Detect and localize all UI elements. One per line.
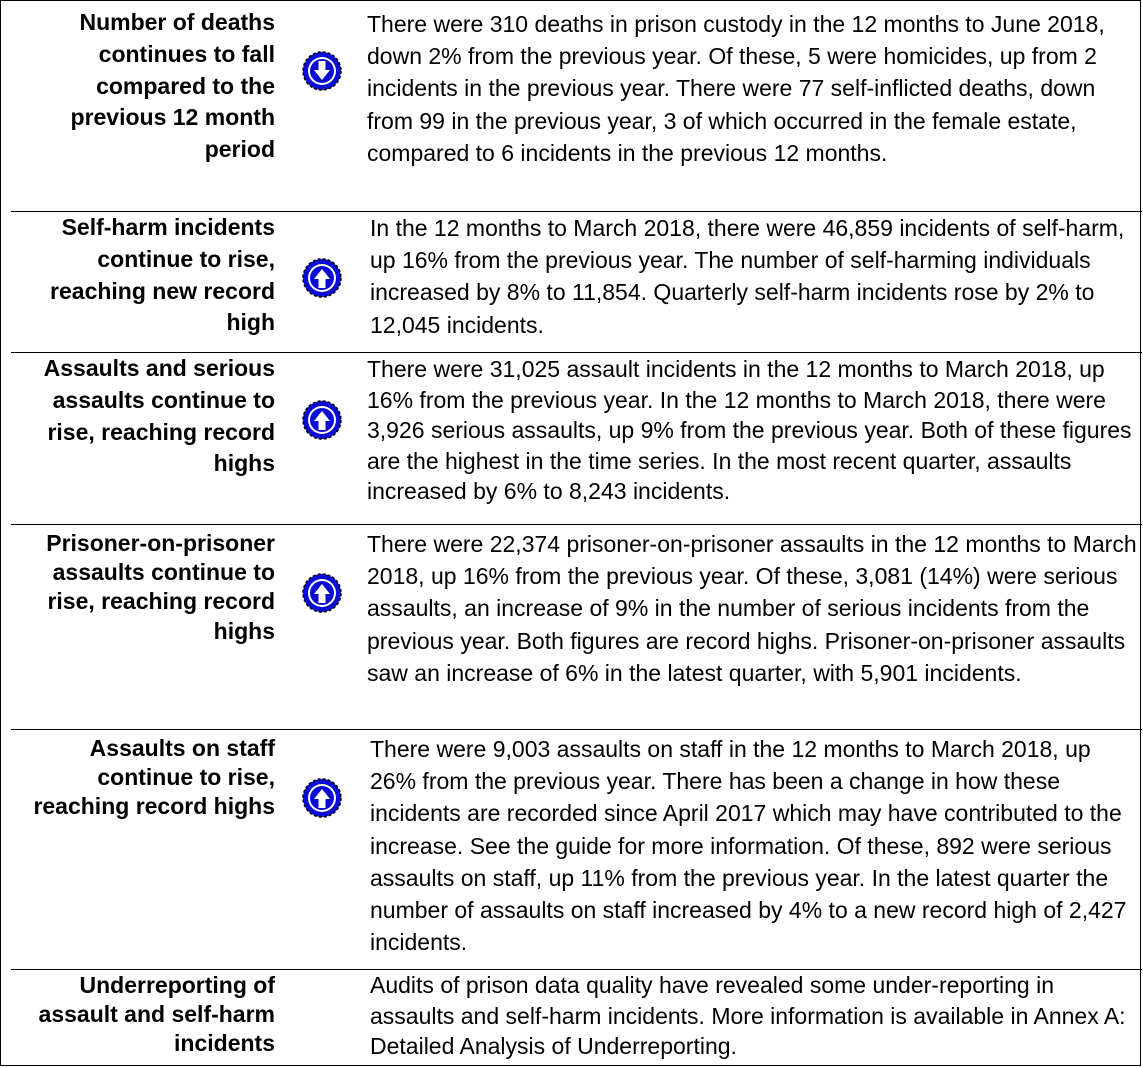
row-heading-deaths: Number of deaths continues to fall compared to the previous 12 month period xyxy=(70,9,275,163)
up-arrow-icon xyxy=(301,777,343,819)
row-heading-prisoner-on-prisoner: Prisoner-on-prisoner assaults continue to rise, reaching record highs xyxy=(46,530,275,644)
row-text-assaults: There were 31,025 assault incidents in the 12 months to March 2018, up 16% from the previous year. In the 12 months to March 2018, there were 3,926 serious assaults, up 9% from the previous year. Both of these figures are the highest in the time series. In the most recent quarter, assaults increased by 6% to 8,243 incidents. xyxy=(367,356,1132,505)
row-heading-staff-assaults: Assaults on staff continue to rise, reaching record highs xyxy=(33,735,275,820)
row-text-staff-assaults: There were 9,003 assaults on staff in the 12 months to March 2018, up 26% from the previous year. There has been a change in how these incidents are recorded since April 2017 which may have contributed to the increase. See the guide for more information. Of these, 892 were serious assaults on staff, up 11% from the previous year. In the latest quarter the number of assaults on staff increased by 4% to a new record high of 2,427 incidents. xyxy=(370,736,1127,956)
row-divider xyxy=(11,524,1142,525)
down-arrow-icon xyxy=(301,50,343,92)
row-heading-underreporting: Underreporting of assault and self-harm incidents xyxy=(38,972,275,1057)
row-text-deaths: There were 310 deaths in prison custody in the 12 months to June 2018, down 2% from the previous year. Of these, 5 were homicides, up from 2 incidents in the previous year. There were 77 self-inflicted deaths, down from 99 in the previous year, 3 of which occurred in the female estate, compared to 6 incidents in the previous 12 months. xyxy=(367,11,1105,166)
up-arrow-icon xyxy=(301,257,343,299)
row-heading-assaults: Assaults and serious assaults continue to rise, reaching record highs xyxy=(43,355,275,477)
row-heading-self-harm: Self-harm incidents continue to rise, reaching new record high xyxy=(50,214,275,336)
up-arrow-icon xyxy=(301,572,343,614)
row-text-underreporting: Audits of prison data quality have revealed some under-reporting in assaults and self-harm incidents. More information is available in Annex A: Detailed Analysis of Underreporting. xyxy=(370,972,1126,1060)
up-arrow-icon xyxy=(301,399,343,441)
row-divider xyxy=(11,729,1142,730)
row-text-prisoner-on-prisoner: There were 22,374 prisoner-on-prisoner assaults in the 12 months to March 2018, up 16% from the previous year. Of these, 3,081 (14%) were serious assaults, an increase of 9% in the number of serious incidents from the previous year. Both figures are record highs. Prisoner-on-prisoner assaults saw an increase of 6% in the latest quarter, with 5,901 incidents. xyxy=(367,531,1137,686)
row-text-self-harm: In the 12 months to March 2018, there were 46,859 incidents of self-harm, up 16% from the previous year. The number of self-harming individuals increased by 8% to 11,854. Quarterly self-harm incidents rose by 2% to 12,045 incidents. xyxy=(370,215,1125,338)
